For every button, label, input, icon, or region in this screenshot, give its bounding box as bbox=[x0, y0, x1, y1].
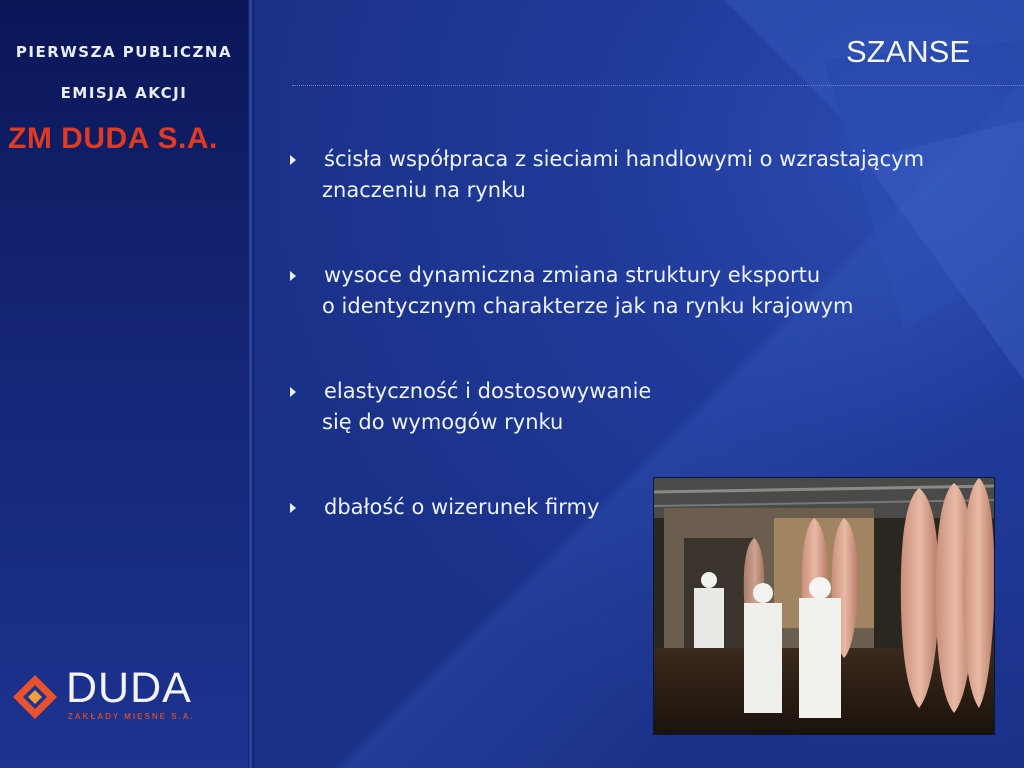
duda-logo bbox=[10, 664, 240, 728]
bullet-text-line: się do wymogów rynku bbox=[322, 410, 564, 434]
bullet-text-line: wysoce dynamiczna zmiana struktury eksportu bbox=[324, 263, 821, 287]
content-panel bbox=[254, 0, 1024, 768]
company-name: ZM DUDA S.A. bbox=[8, 122, 218, 155]
meat-processing-hall-photo bbox=[653, 477, 995, 735]
diamond-logo-icon bbox=[10, 672, 60, 722]
bullet-arrow-icon bbox=[290, 271, 296, 281]
bullet-text-line: elastyczność i dostosowywanie bbox=[324, 379, 652, 403]
bullet-text-line: znaczeniu na rynku bbox=[322, 178, 526, 202]
offer-title-line-1: PIERWSZA PUBLICZNA bbox=[15, 43, 233, 61]
bullet-arrow-icon bbox=[290, 155, 296, 165]
bullet-arrow-icon bbox=[290, 387, 296, 397]
bullet-text-line: o identycznym charakterze jak na rynku krajowym bbox=[322, 294, 854, 318]
slide-title: SZANSE bbox=[845, 34, 970, 69]
bullet-arrow-icon bbox=[290, 503, 296, 513]
offer-title-line-2: EMISJA AKCJI bbox=[60, 84, 188, 102]
bullet-text-line: dbałość o wizerunek firmy bbox=[324, 495, 600, 519]
logo-wordmark: DUDA bbox=[66, 664, 192, 712]
logo-subtitle: ZAKŁADY MIĘSNE S.A. bbox=[68, 712, 195, 721]
photo-illustration bbox=[654, 478, 994, 734]
sidebar bbox=[0, 0, 250, 768]
bullet-text-line: ścisła współpraca z sieciami handlowymi o wzrastającym bbox=[324, 147, 925, 171]
title-divider bbox=[292, 85, 1024, 86]
